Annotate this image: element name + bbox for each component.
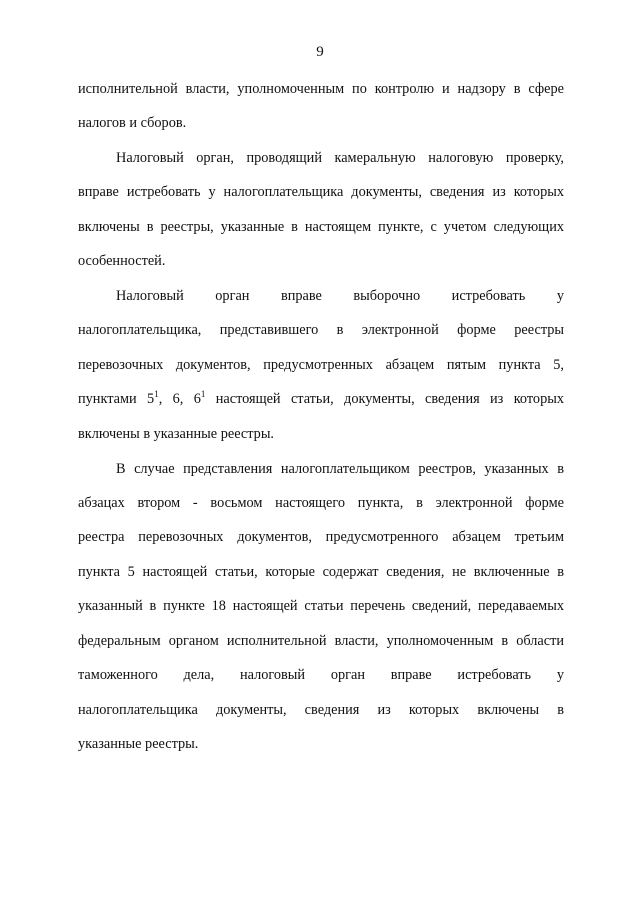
text-fragment: настоящей статьи, документы, сведения из которых bbox=[205, 391, 564, 407]
text-line: реестра перевозочных документов, предусмотренного абзацем третьим bbox=[78, 529, 564, 545]
text-line: абзацах втором - восьмом настоящего пункта, в электронной форме bbox=[78, 495, 564, 511]
text-line: налогов и сборов. bbox=[78, 115, 187, 131]
text-line: включены в реестры, указанные в настоящем пункте, с учетом следующих bbox=[78, 219, 564, 235]
text-line: особенностей. bbox=[78, 253, 166, 269]
page-number: 9 bbox=[316, 44, 324, 60]
text-line: таможенного дела, налоговый орган вправе истребовать у bbox=[78, 667, 564, 683]
text-line: налогоплательщика документы, сведения из которых включены в bbox=[78, 702, 564, 718]
text-line: налогоплательщика, представившего в электронной форме реестры bbox=[78, 322, 564, 338]
paragraph-first-line: В случае представления налогоплательщиком реестров, указанных в bbox=[116, 461, 564, 477]
text-line: федеральным органом исполнительной власти, уполномоченным в области bbox=[78, 633, 564, 649]
text-fragment: пунктами 5 bbox=[78, 391, 155, 407]
paragraph-first-line: Налоговый орган, проводящий камеральную налоговую проверку, bbox=[116, 150, 564, 166]
text-line: включены в указанные реестры. bbox=[78, 426, 274, 442]
superscript: 1 bbox=[200, 389, 206, 399]
text-line: указанные реестры. bbox=[78, 736, 199, 752]
text-line: перевозочных документов, предусмотренных абзацем пятым пункта 5, bbox=[78, 357, 564, 373]
superscript: 1 bbox=[154, 389, 159, 399]
paragraph-first-line: Налоговый орган вправе выборочно истребовать у bbox=[116, 288, 564, 304]
text-line: указанный в пункте 18 настоящей статьи перечень сведений, передаваемых bbox=[78, 598, 564, 614]
text-line: исполнительной власти, уполномоченным по контролю и надзору в сфере bbox=[78, 81, 564, 97]
text-line-with-superscripts bbox=[78, 390, 564, 408]
text-line: пункта 5 настоящей статьи, которые содержат сведения, не включенные в bbox=[78, 564, 564, 580]
text-fragment: , 6, 6 bbox=[158, 391, 201, 407]
text-line: вправе истребовать у налогоплательщика документы, сведения из которых bbox=[78, 184, 564, 200]
